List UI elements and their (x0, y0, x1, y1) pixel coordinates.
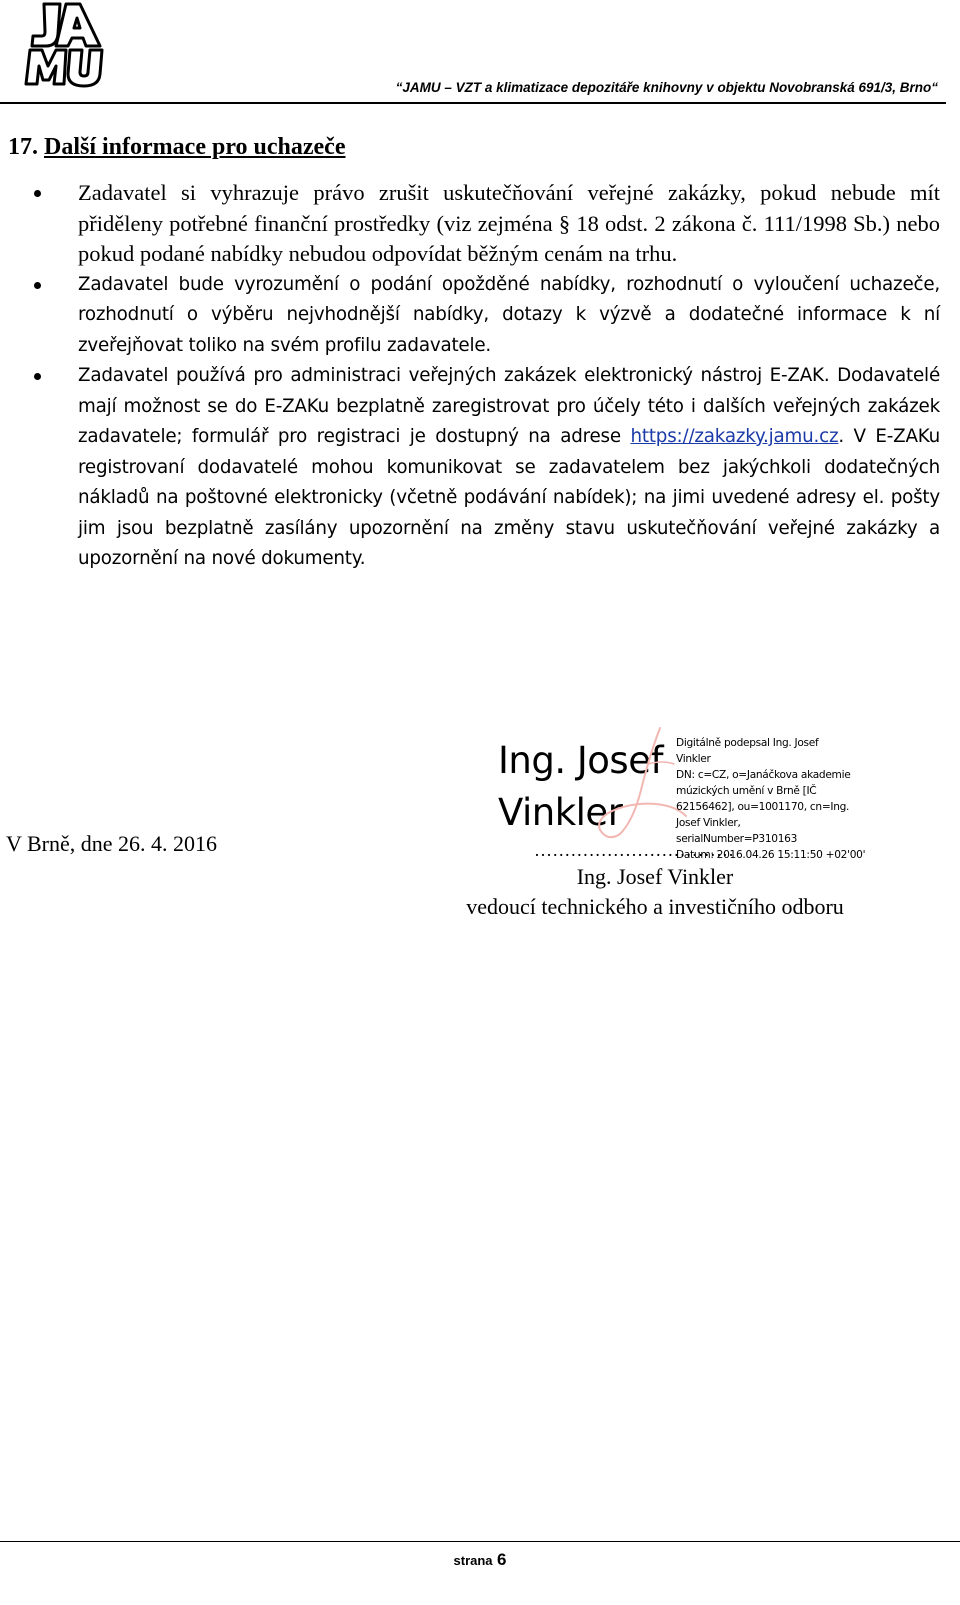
jamu-logo (22, 0, 104, 88)
signature-detail-line: Digitálně podepsal Ing. Josef (676, 737, 819, 749)
signature-detail-line: Vinkler (676, 753, 711, 765)
section-title: Další informace pro uchazeče (44, 134, 346, 160)
signature-detail-line: Josef Vinkler, (676, 817, 741, 829)
page-footer (0, 1550, 960, 1570)
list-item-text-after-link: . V E-ZAKu registrovaní dodavatelé mohou komunikovat se zadavatelem bez jakýchkoli dodatečných nákladů na poštovné elektronicky (včetně podávání nabídek); na jimi uvedené adresy el. pošty jim jsou bezplatně zasílány upozornění na změny stavu uskutečňování veřejné zakázky a upozornění na nové dokumenty. (78, 426, 941, 569)
signature-detail-line: 62156462], ou=1001170, cn=Ing. (676, 801, 850, 813)
signature-detail-line: múzických umění v Brně [IČ (676, 785, 817, 797)
list-item-text: Zadavatel si vyhrazuje právo zrušit uskutečňování veřejné zakázky, pokud nebude mít přiděleny potřebné finanční prostředky (viz zejména § 18 odst. 2 zákona č. 111/1998 Sb.) nebo pokud podané nabídky nebudou odpovídat běžným cenám na trhu. (78, 180, 940, 266)
info-bullet-list (32, 178, 940, 575)
list-item (32, 361, 940, 575)
page-label: strana (453, 1553, 493, 1568)
list-item (32, 178, 940, 270)
section-number: 17. (8, 134, 38, 160)
signature-name-line1: Ing. Josef (498, 739, 663, 782)
place-and-date: V Brně, dne 26. 4. 2016 (6, 831, 218, 856)
signature-line: …………………………… (534, 840, 735, 860)
bullet-icon (34, 282, 41, 289)
signer-role: vedoucí technického a investičního odboru (466, 894, 844, 919)
signature-detail-line: serialNumber=P310163 (676, 833, 798, 845)
footer-divider (0, 1541, 960, 1542)
page-number: 6 (497, 1550, 507, 1569)
list-item-text-before-link: Zadavatel používá pro administraci veřejných zakázek elektronický nástroj E-ZAK. Dodavatelé mají možnost se do E-ZAKu bezplatně zaregistrovat pro účely této i dalších veřejných zakázek zadavatele; formulář pro registraci je dostupný na adrese (78, 365, 940, 447)
signature-detail-line: DN: c=CZ, o=Janáčkova akademie (676, 769, 851, 781)
header-divider (0, 102, 946, 104)
signer-name: Ing. Josef Vinkler (576, 864, 734, 889)
ezak-link[interactable]: https://zakazky.jamu.cz (630, 426, 839, 447)
section-heading (8, 134, 346, 161)
list-item (32, 270, 940, 362)
bullet-icon (34, 190, 41, 197)
list-item-text: Zadavatel bude vyrozumění o podání opožděné nabídky, rozhodnutí o vyloučení uchazeče, rozhodnutí o výběru nejvhodnější nabídky, dotazy k výzvě a dodatečné informace k ní zveřejňovat toliko na svém profilu zadavatele. (78, 273, 940, 356)
signature-name-line2: Vinkler (498, 791, 623, 834)
signature-detail-line: Datum: 2016.04.26 15:11:50 +02'00' (676, 849, 866, 861)
document-header-title: “JAMU – VZT a klimatizace depozitáře knihovny v objektu Novobranská 691/3, Brno“ (395, 80, 938, 95)
bullet-icon (34, 373, 41, 380)
